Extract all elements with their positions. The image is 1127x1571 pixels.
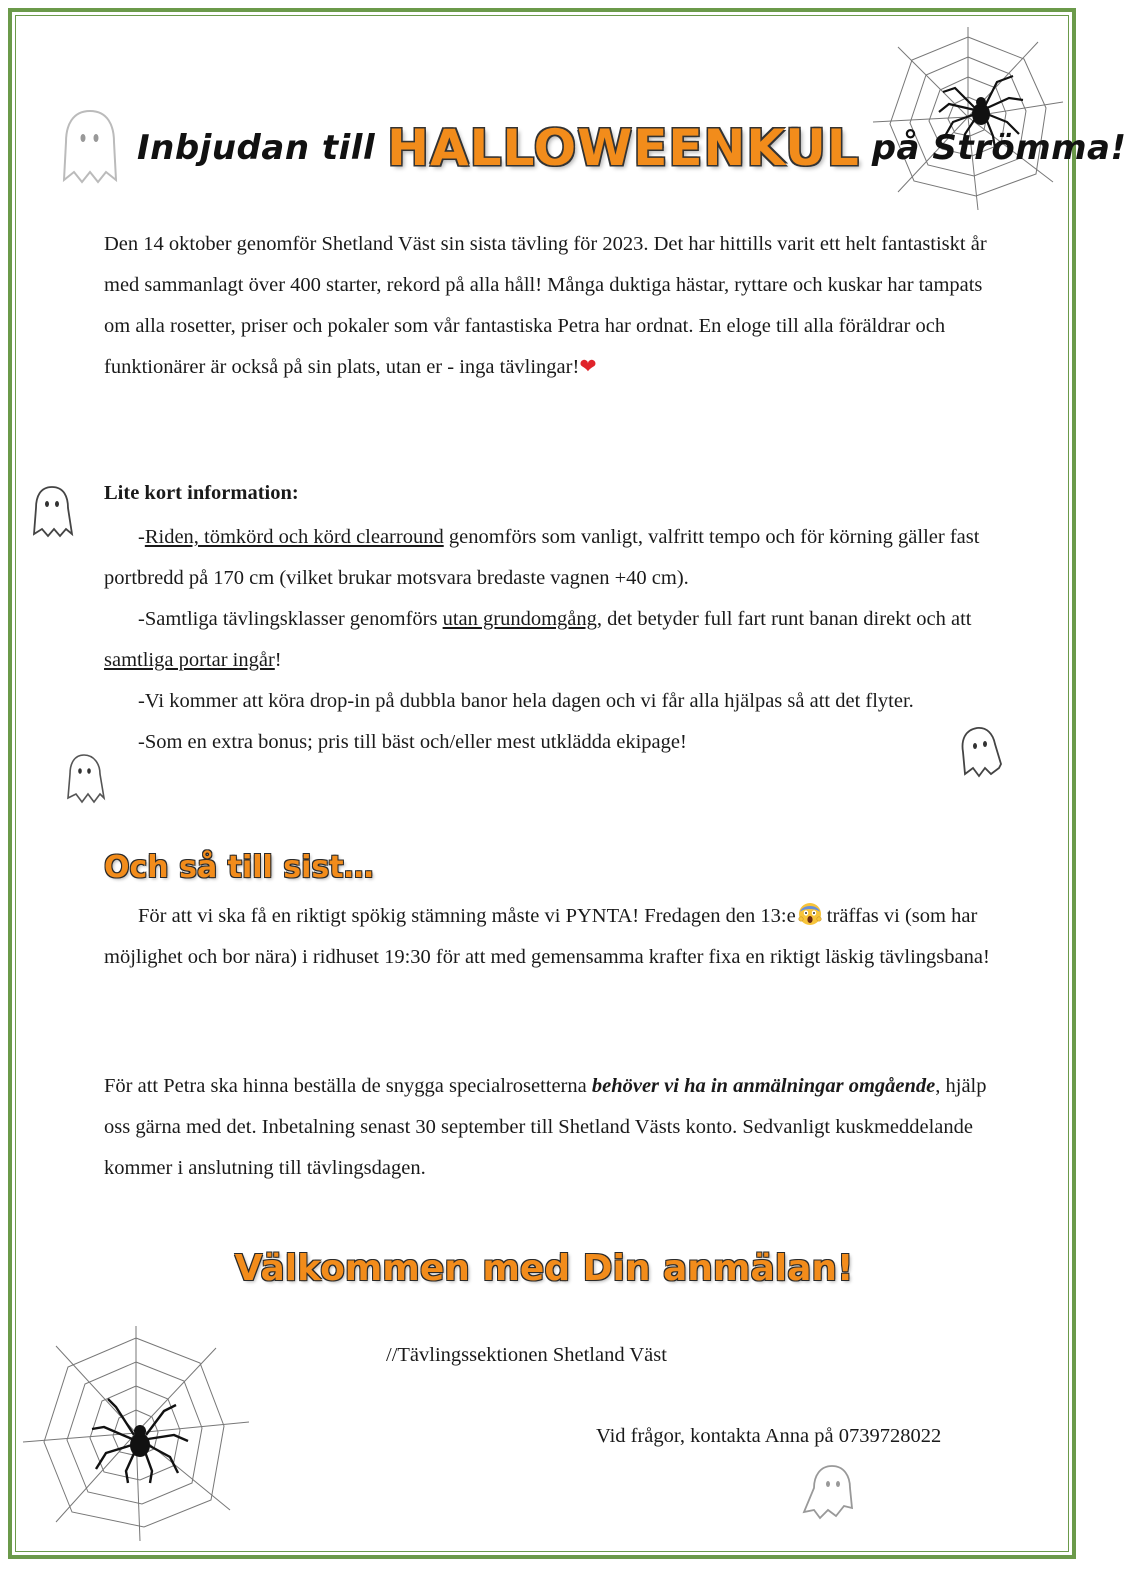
registration-paragraph xyxy=(104,1066,994,1189)
title-highlight: HALLOWEENKUL xyxy=(387,119,860,177)
info-item-clearround-underlined: Riden, tömkörd och körd clearround xyxy=(144,526,444,548)
info-item-clearround-rest: genomförs som vanligt, valfritt tempo och för körning gäller fast portbredd på 170 cm (vilket brukar motsvara bredaste vagnen +40 cm). xyxy=(104,526,980,589)
info-item-classes-underlined-2: samtliga portar ingår xyxy=(104,649,275,671)
heart-icon: ❤ xyxy=(579,356,597,378)
info-item-classes-underlined-1: utan grundomgång xyxy=(442,608,597,630)
spider-icon xyxy=(90,1395,190,1485)
signature: //Tävlingssektionen Shetland Väst xyxy=(386,1344,667,1366)
intro-text: Den 14 oktober genomför Shetland Väst sin sista tävling för 2023. Det har hittills varit ett helt fantastiskt år med sammanlagt över 400 starter, rekord på alla håll! Många duktiga hästar, ryttare och kuskar har tampats om alla rosetter, priser och pokaler som vår fantastiska Petra har ordnat. En eloge till alla föräldrar och funktionärer är också på sin plats, utan er - inga tävlingar! xyxy=(104,233,987,378)
info-section xyxy=(104,473,994,763)
info-item-bonus: -Som en extra bonus; pris till bäst och/eller mest utklädda ekipage! xyxy=(138,731,687,753)
finally-text-start: För att vi ska få en riktigt spökig stämning måste vi PYNTA! Fredagen den 13:e xyxy=(138,905,796,927)
page-title xyxy=(137,108,1127,188)
contact-info: Vid frågor, kontakta Anna på 0739728022 xyxy=(596,1425,942,1447)
screaming-face-icon xyxy=(798,902,822,926)
ghost-icon xyxy=(58,108,122,188)
registration-emphasis: behöver vi ha in anmälningar omgående xyxy=(591,1075,936,1097)
registration-text-start: För att Petra ska hinna beställa de snygga specialrosetterna xyxy=(104,1075,592,1097)
ghost-icon xyxy=(28,484,76,540)
ghost-icon xyxy=(800,1462,858,1522)
info-item-clearround xyxy=(104,517,994,599)
welcome-heading: Välkommen med Din anmälan! xyxy=(234,1248,854,1289)
info-item-classes xyxy=(104,599,994,681)
title-prefix: Inbjudan till xyxy=(137,128,376,168)
intro-paragraph xyxy=(104,224,994,388)
finally-paragraph xyxy=(104,896,994,978)
info-item-classes-end: ! xyxy=(274,649,282,671)
info-heading: Lite kort information: xyxy=(104,482,299,504)
info-item-dropin: -Vi kommer att köra drop-in på dubbla banor hela dagen och vi får alla hjälpas så att det flyter. xyxy=(138,690,914,712)
ghost-icon xyxy=(64,752,108,806)
finally-text-end: träffas vi (som har möjlighet och bor nära) i ridhuset 19:30 för att med gemensamma krafter fixa en riktigt läskig tävlingsbana! xyxy=(104,905,990,968)
info-item-classes-start: -Samtliga tävlingsklasser genomförs xyxy=(138,608,443,630)
finally-heading: Och så till sist… xyxy=(104,850,374,885)
info-item-classes-mid: , det betyder full fart runt banan direkt och att xyxy=(596,608,972,630)
title-suffix: på Strömma! xyxy=(871,128,1127,168)
info-item-dash: - xyxy=(138,526,145,548)
registration-text-rest: , hjälp oss gärna med det. Inbetalning senast 30 september till Shetland Västs konto. Sedvanligt kuskmeddelande kommer i anslutning till tävlingsdagen. xyxy=(104,1075,987,1179)
